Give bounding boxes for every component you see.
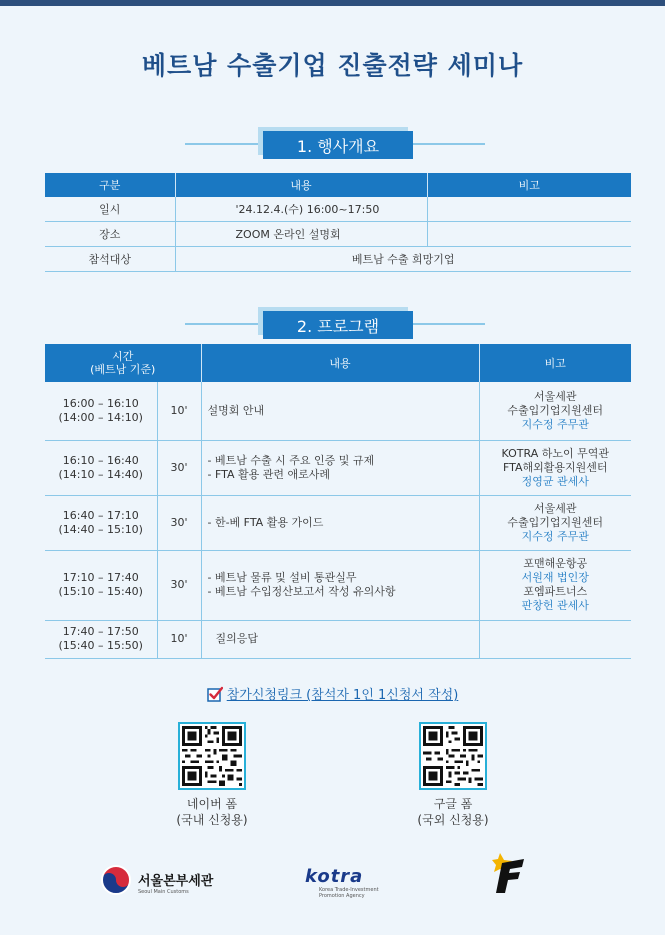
- customs-name: 서울본부세관: [138, 873, 214, 889]
- kotra-logo: [305, 866, 379, 899]
- section1-heading: 1. 행사개요: [263, 131, 413, 159]
- program-content-line: - 베트남 수출 시 주요 인증 및 규제: [207, 453, 375, 467]
- signup-link-row: [0, 684, 665, 703]
- program-content: [201, 495, 479, 550]
- program-time-kr: 17:10 – 17:40: [62, 571, 139, 584]
- program-speaker: 지수정 주무관: [521, 417, 589, 431]
- program-note-line: 수출입기업지원센터: [507, 403, 604, 417]
- taegeuk-emblem-icon: [100, 864, 132, 900]
- table-row: [45, 247, 631, 272]
- program-note-line: 포엠파트너스: [523, 585, 588, 598]
- kotra-name: kotra: [305, 866, 364, 887]
- program-time-kr: 16:10 – 16:40: [62, 453, 139, 467]
- program-content-line: - 베트남 물류 및 설비 통관실무: [207, 571, 357, 584]
- program-time: [45, 382, 157, 440]
- program-time-kr: 17:40 – 17:50: [62, 625, 139, 638]
- program-note-line: KOTRA 하노이 무역관: [501, 446, 609, 460]
- program-note-line: 서울세관: [533, 501, 577, 515]
- program-time-vn: (14:40 – 15:10): [58, 522, 143, 536]
- program-content: [201, 620, 479, 658]
- program-header-time-sub: (베트남 기준): [90, 363, 156, 376]
- program-note-line: FTA해외활용지원센터: [502, 460, 608, 474]
- program-speaker: 지수정 주무관: [521, 529, 589, 543]
- program-speaker: 정영균 관세사: [521, 474, 589, 488]
- section2-heading-bar: [0, 309, 665, 339]
- qr-label: 네이버 폼: [186, 797, 238, 811]
- f-star-logo-icon: [490, 851, 530, 899]
- program-duration: 10': [157, 382, 201, 440]
- program-note: [479, 620, 631, 658]
- program-duration: 10': [157, 620, 201, 658]
- signup-link[interactable]: 참가신청링크 (참석자 1인 1신청서 작성): [226, 688, 459, 703]
- program-content-line: - 한-베 FTA 활용 가이드: [207, 515, 324, 529]
- program-note: [479, 382, 631, 440]
- program-header-time: [45, 344, 201, 382]
- qr-label: 구글 폼: [433, 797, 473, 811]
- program-time-vn: (14:10 – 14:40): [58, 467, 143, 481]
- overview-table: [45, 173, 631, 272]
- program-note: [479, 495, 631, 550]
- customs-english-name: Seoul Main Customs: [138, 888, 189, 895]
- program-table: [45, 344, 631, 659]
- program-time: [45, 495, 157, 550]
- program-time-vn: (14:00 – 14:10): [58, 410, 143, 424]
- kotra-subtitle-line1: Korea Trade-Investment: [319, 887, 379, 893]
- program-speaker: 서원재 법인장: [521, 571, 589, 584]
- program-header-time-label: 시간: [112, 350, 134, 363]
- program-content: [201, 440, 479, 495]
- program-time-vn: (15:40 – 15:50): [58, 639, 143, 652]
- program-speaker: 판창헌 관세사: [521, 599, 589, 612]
- qr-sublabel: (국외 신청용): [417, 813, 489, 827]
- program-note: [479, 550, 631, 620]
- overview-label: 일시: [45, 197, 175, 222]
- program-time-kr: 16:00 – 16:10: [62, 396, 139, 410]
- table-row: [45, 620, 631, 658]
- program-note-line: 수출입기업지원센터: [507, 515, 604, 529]
- program-content: [201, 550, 479, 620]
- table-row: [45, 495, 631, 550]
- qr-code-icon[interactable]: [419, 722, 487, 790]
- program-content-line: 설명회 안내: [207, 403, 265, 417]
- table-row: [45, 550, 631, 620]
- overview-content: ZOOM 온라인 설명회: [175, 222, 427, 247]
- seoul-customs-logo: [100, 864, 213, 900]
- program-content-line: - 베트남 수입정산보고서 작성 유의사항: [207, 585, 396, 598]
- program-content: [201, 382, 479, 440]
- program-header-note: 비고: [479, 344, 631, 382]
- program-time: [45, 550, 157, 620]
- table-row: [45, 440, 631, 495]
- program-time-vn: (15:10 – 15:40): [58, 585, 143, 598]
- overview-label: 참석대상: [45, 247, 175, 272]
- overview-header-category: 구분: [45, 173, 175, 197]
- table-row: [45, 382, 631, 440]
- table-row: [45, 222, 631, 247]
- program-duration: 30': [157, 440, 201, 495]
- qr-google-block: [383, 722, 523, 828]
- section1-heading-bar: [0, 129, 665, 159]
- overview-label: 장소: [45, 222, 175, 247]
- program-time-kr: 16:40 – 17:10: [62, 508, 139, 522]
- table-row: [45, 197, 631, 222]
- qr-sublabel: (국내 신청용): [176, 813, 248, 827]
- program-note-line: 포맨해운항공: [523, 557, 588, 570]
- program-duration: 30': [157, 550, 201, 620]
- program-header-content: 내용: [201, 344, 479, 382]
- program-note: [479, 440, 631, 495]
- program-content-line: 질의응답: [215, 632, 259, 645]
- overview-header-content: 내용: [175, 173, 427, 197]
- overview-content: '24.12.4.(수) 16:00~17:50: [175, 197, 427, 222]
- program-time: [45, 440, 157, 495]
- overview-note: [427, 222, 631, 247]
- program-note-line: 서울세관: [533, 389, 577, 403]
- page-title: 베트남 수출기업 진출전략 세미나: [141, 51, 524, 80]
- overview-note: [427, 197, 631, 222]
- program-duration: 30': [157, 495, 201, 550]
- program-content-line: - FTA 활용 관련 애로사례: [207, 467, 330, 481]
- checkbox-check-icon: [207, 686, 223, 702]
- kotra-subtitle-line2: Promotion Agency: [319, 893, 365, 899]
- overview-header-note: 비고: [427, 173, 631, 197]
- section2-heading: 2. 프로그램: [263, 311, 413, 339]
- qr-code-icon[interactable]: [178, 722, 246, 790]
- program-time: [45, 620, 157, 658]
- overview-content: 베트남 수출 희망기업: [175, 247, 631, 272]
- qr-naver-block: [142, 722, 282, 828]
